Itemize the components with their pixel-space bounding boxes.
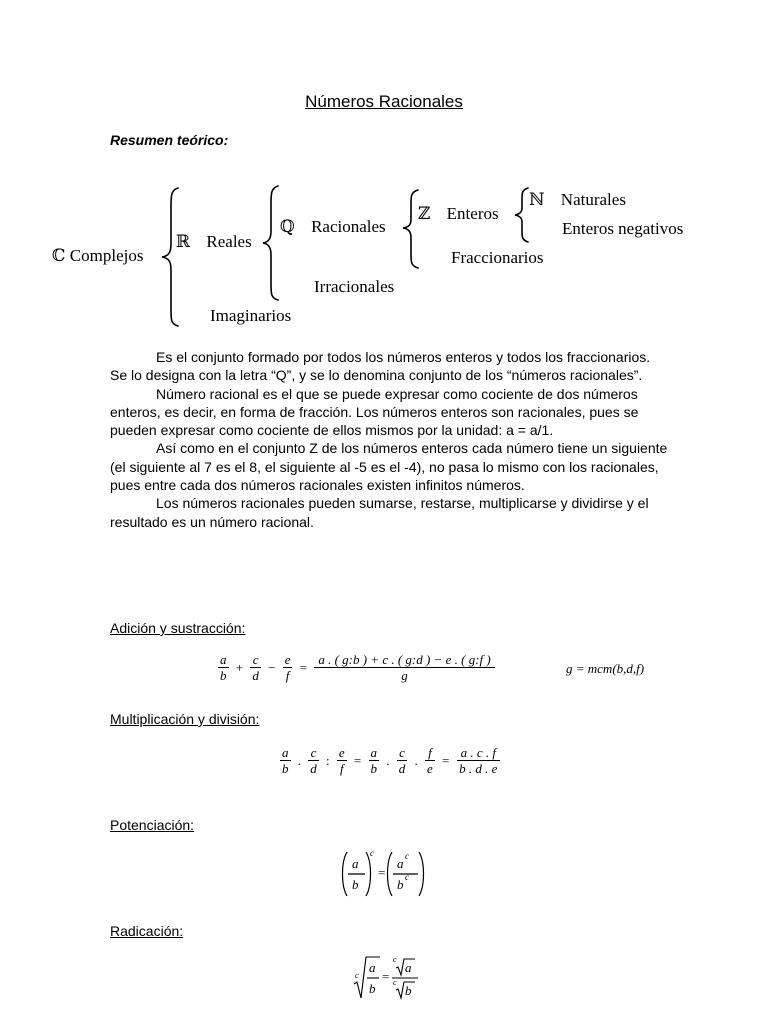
section-heading-root: Radicación:	[110, 923, 184, 939]
root-result-den: b	[405, 983, 412, 998]
fraction: $\frac{a}{b}$	[220, 652, 227, 683]
negative-integers-label: Enteros negativos	[562, 219, 684, 238]
integer-symbol: ℤ	[418, 204, 431, 224]
body-text	[110, 348, 670, 531]
brace-real	[263, 186, 278, 300]
formula-addition	[218, 652, 495, 683]
operator: =	[382, 969, 390, 984]
fraction: $\frac{f}{e}$	[427, 745, 433, 776]
fraction: $\frac{a}{b}$	[282, 745, 289, 776]
paragraph: Los números racionales pueden sumarse, restarse, multiplicarse y dividirse y el resultado es un número racional.	[110, 495, 649, 530]
root-result-num: a	[405, 960, 412, 975]
section-heading-addition: Adición y sustracción:	[110, 620, 246, 636]
operator: −	[268, 659, 276, 675]
operator: =	[442, 752, 450, 768]
operator: :	[326, 752, 330, 768]
fraction: $\frac{a}{b}$	[370, 745, 377, 776]
formula-power	[340, 848, 440, 900]
natural-label: Naturales	[560, 190, 626, 209]
lcm-note: g = mcm(b,d,f)	[566, 661, 645, 676]
operator: .	[386, 752, 390, 768]
complex-symbol: ℂ	[52, 246, 66, 266]
operator: .	[414, 752, 418, 768]
root-num: a	[369, 960, 376, 975]
fraction: $\frac{e}{f}$	[284, 652, 291, 683]
rational-label: Racionales	[311, 217, 386, 236]
imaginary-label: Imaginarios	[210, 306, 292, 325]
brace-rational	[403, 190, 418, 268]
page-title: Números Racionales	[305, 92, 463, 111]
integer-set	[418, 204, 499, 224]
power-base-num: a	[352, 856, 359, 871]
root-index: c	[355, 971, 359, 980]
root-signs	[352, 954, 432, 1004]
formula-root	[352, 954, 432, 1004]
subtitle: Resumen teórico:	[110, 132, 229, 148]
real-set	[176, 232, 252, 252]
irrational-label: Irracionales	[314, 277, 395, 296]
power-result-num: a	[397, 856, 404, 871]
fraction: $\frac{c}{d}$	[252, 652, 259, 683]
operator: +	[235, 659, 244, 675]
formula-multiplication	[280, 745, 500, 776]
section-heading-power: Potenciación:	[110, 817, 195, 833]
fraction: $\frac{c}{d}$	[310, 745, 317, 776]
complex-set	[52, 246, 143, 266]
paragraph: Así como en el conjunto Z de los números enteros cada número tiene un siguiente (el siguiente al 7 es el 8, el siguiente al -5 es el -4), no pasa lo mismo con los racionales, pues entre cada dos números racionales existen infinitos números.	[110, 440, 668, 494]
paragraph: Número racional es el que se puede expresar como cociente de dos números enteros, es decir, en forma de fracción. Los números enteros son racionales, pues se pueden expresar como cociente de ellos mismos por la unidad: a = a/1.	[110, 385, 639, 439]
rational-set	[280, 217, 386, 237]
real-label: Reales	[206, 232, 252, 251]
natural-symbol: ℕ	[529, 190, 545, 210]
power-result-den-exp: c	[405, 872, 409, 882]
operator: .	[297, 752, 301, 768]
operator: =	[353, 752, 362, 768]
brace-complex	[162, 188, 178, 326]
result-fraction: $\frac{a . ( g:b ) + c . ( g:d ) - e . ( g:f )}{g}$	[314, 652, 494, 683]
power-base-den: b	[352, 877, 359, 892]
root-index: c	[393, 955, 397, 964]
complex-label: Complejos	[69, 246, 144, 265]
result-fraction: $\frac{a . c . f}{b . d . e}$	[457, 745, 500, 776]
section-heading-multiplication: Multiplicación y división:	[110, 711, 260, 727]
natural-set	[529, 190, 626, 210]
fraction: $\frac{e}{f}$	[338, 745, 345, 776]
rational-symbol: ℚ	[280, 217, 295, 237]
paragraph: Es el conjunto formado por todos los números enteros y todos los fraccionarios. Se lo designa con la letra “Q”, y se lo denomina conjunto de los “números racionales”.	[110, 349, 651, 384]
operator: =	[299, 659, 308, 675]
power-exponent: c	[370, 848, 374, 858]
fractional-label: Fraccionarios	[451, 248, 544, 267]
brace-integer	[515, 188, 528, 242]
real-symbol: ℝ	[176, 232, 191, 252]
operator: =	[378, 865, 386, 880]
power-result-den: b	[397, 877, 404, 892]
fraction: $\frac{c}{d}$	[398, 745, 406, 776]
power-result-num-exp: c	[405, 851, 409, 861]
integer-label: Enteros	[446, 204, 499, 223]
root-index: c	[393, 978, 397, 987]
root-den: b	[369, 981, 376, 996]
